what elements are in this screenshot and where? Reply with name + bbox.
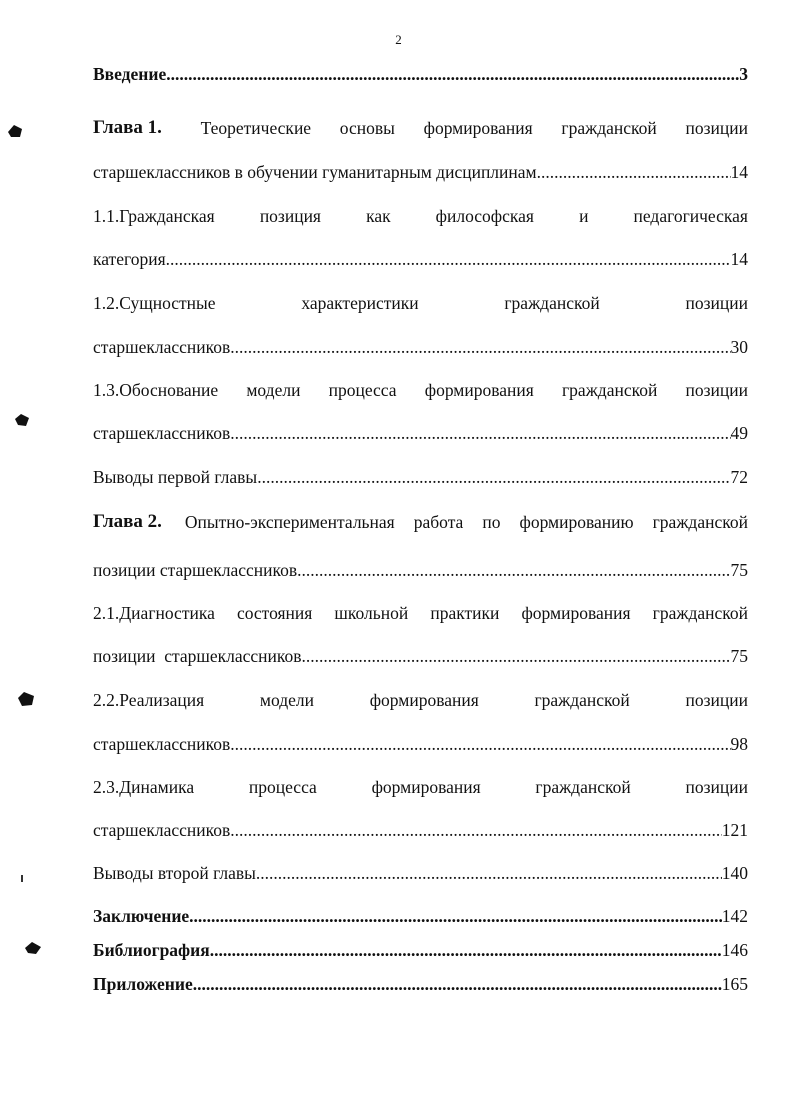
toc-section-1-1[interactable] xyxy=(93,203,748,229)
title-word: формирования xyxy=(423,118,533,138)
toc-chapter-2-cont[interactable] xyxy=(93,557,748,583)
toc-entry-page: 142 xyxy=(721,906,748,926)
toc-entry-page: 75 xyxy=(730,560,748,580)
title-word: характеристики xyxy=(301,293,419,313)
toc-entry-label: старшеклассников xyxy=(93,337,231,357)
toc-entry-intro[interactable] xyxy=(93,61,748,87)
toc-section-1-3-cont[interactable] xyxy=(93,420,748,446)
toc-entry-label: старшеклассников в обучении гуманитарным дисциплинам xyxy=(93,162,537,182)
toc-section-2-2-cont[interactable] xyxy=(93,731,748,757)
title-word: гражданской xyxy=(561,118,657,138)
toc-entry-label: Выводы первой главы xyxy=(93,467,258,487)
toc-chapter-1-title[interactable] xyxy=(93,115,748,141)
title-word: гражданской xyxy=(652,603,748,623)
title-word: 1.2.Сущностные xyxy=(93,293,216,313)
toc-entry-label: Заключение xyxy=(93,906,190,926)
toc-entry-label: Приложение xyxy=(93,974,193,994)
toc-section-2-1[interactable] xyxy=(93,600,748,626)
dot-leader xyxy=(189,903,722,929)
toc-section-1-2[interactable] xyxy=(93,290,748,316)
toc-entry-page: 165 xyxy=(721,974,748,994)
title-word: гражданской xyxy=(535,777,631,797)
title-word: по xyxy=(482,512,501,532)
title-word: модели xyxy=(259,690,314,710)
dot-leader xyxy=(302,643,731,669)
title-word: формирования xyxy=(521,603,631,623)
title-word: Теоретические xyxy=(200,118,312,138)
title-word: школьной xyxy=(334,603,409,623)
title-word: гражданской xyxy=(562,380,658,400)
toc-entry-page: 121 xyxy=(721,820,748,840)
toc-entry-appendix[interactable] xyxy=(93,971,748,997)
scan-mark-icon xyxy=(21,875,24,883)
toc-section-2-3-cont[interactable] xyxy=(93,817,748,843)
toc-chapter-1-cont[interactable] xyxy=(93,159,748,185)
dot-leader xyxy=(537,159,731,185)
toc-entry-label: позиции старшеклассников xyxy=(93,646,302,666)
title-word: позиции xyxy=(685,380,748,400)
dot-leader xyxy=(230,731,730,757)
title-word: модели xyxy=(246,380,301,400)
title-word: процесса xyxy=(328,380,397,400)
toc-section-2-3[interactable] xyxy=(93,774,748,800)
title-word: позиции xyxy=(685,118,748,138)
toc-chapter-1-conclusion[interactable] xyxy=(93,464,748,490)
toc-entry-page: 75 xyxy=(730,646,748,666)
toc-entry-page: 140 xyxy=(721,863,748,883)
title-word: формирования xyxy=(371,777,481,797)
title-word: позиции xyxy=(685,690,748,710)
toc-section-2-1-cont[interactable] xyxy=(93,643,748,669)
title-word: философская xyxy=(435,206,534,226)
title-word: 2.3.Динамика xyxy=(93,777,195,797)
dot-leader xyxy=(256,860,722,886)
toc-entry-page: 98 xyxy=(730,734,748,754)
toc-section-2-2[interactable] xyxy=(93,687,748,713)
chapter-label: Глава 1. xyxy=(93,117,162,138)
scan-mark-icon xyxy=(24,940,42,956)
title-word: процесса xyxy=(248,777,317,797)
toc-entry-label: старшеклассников xyxy=(93,423,231,443)
title-word: гражданской xyxy=(652,512,748,532)
title-word: педагогическая xyxy=(633,206,748,226)
toc-entry-page: 49 xyxy=(730,423,748,443)
title-word: гражданской xyxy=(504,293,600,313)
title-word: формированию xyxy=(519,512,634,532)
title-word: и xyxy=(579,206,589,226)
dot-leader xyxy=(230,334,730,360)
scan-mark-icon xyxy=(14,413,30,427)
toc-entry-label: Библиография xyxy=(93,940,210,960)
title-word: основы xyxy=(339,118,395,138)
dot-leader xyxy=(297,557,730,583)
chapter-label: Глава 2. xyxy=(93,511,162,532)
toc-entry-label: Выводы второй главы xyxy=(93,863,256,883)
toc-entry-page: 3 xyxy=(739,64,748,84)
toc-entry-label: старшеклассников xyxy=(93,820,231,840)
toc-entry-label: позиции старшеклассников xyxy=(93,560,298,580)
title-word: формирования xyxy=(369,690,479,710)
dot-leader xyxy=(166,61,739,87)
title-word: гражданской xyxy=(534,690,630,710)
title-word: 2.1.Диагностика xyxy=(93,603,215,623)
toc-entry-label: старшеклассников xyxy=(93,734,231,754)
title-word: состояния xyxy=(236,603,313,623)
page-number: 2 xyxy=(395,32,402,47)
toc-section-1-3[interactable] xyxy=(93,377,748,403)
toc-section-1-1-cont[interactable] xyxy=(93,246,748,272)
title-word: формирования xyxy=(424,380,534,400)
toc-entry-label: категория xyxy=(93,249,166,269)
toc-chapter-2-conclusion[interactable] xyxy=(93,860,748,886)
toc-entry-page: 30 xyxy=(730,337,748,357)
toc-entry-bibliography[interactable] xyxy=(93,937,748,963)
dot-leader xyxy=(230,420,730,446)
toc-chapter-2-title[interactable] xyxy=(93,509,748,535)
toc-section-1-2-cont[interactable] xyxy=(93,334,748,360)
dot-leader xyxy=(230,817,721,843)
toc-entry-page: 72 xyxy=(730,467,748,487)
title-word: позиция xyxy=(259,206,321,226)
title-word: 1.1.Гражданская xyxy=(93,206,215,226)
title-word: работа xyxy=(413,512,464,532)
toc-entry-page: 14 xyxy=(730,162,748,182)
toc-entry-label: Введение xyxy=(93,64,167,84)
title-word: 2.2.Реализация xyxy=(93,690,205,710)
title-word: как xyxy=(366,206,391,226)
toc-entry-page: 14 xyxy=(730,249,748,269)
title-word: 1.3.Обоснование xyxy=(93,380,219,400)
dot-leader xyxy=(257,464,730,490)
scan-mark-icon xyxy=(17,691,35,707)
toc-entry-page: 146 xyxy=(721,940,748,960)
scan-mark-icon xyxy=(6,123,24,139)
title-word: Опытно-экспериментальная xyxy=(184,512,395,532)
title-word: позиции xyxy=(685,777,748,797)
dot-leader xyxy=(166,246,731,272)
title-word: позиции xyxy=(685,293,748,313)
dot-leader xyxy=(210,937,722,963)
toc-entry-conclusion[interactable] xyxy=(93,903,748,929)
dot-leader xyxy=(193,971,722,997)
title-word: практики xyxy=(430,603,500,623)
